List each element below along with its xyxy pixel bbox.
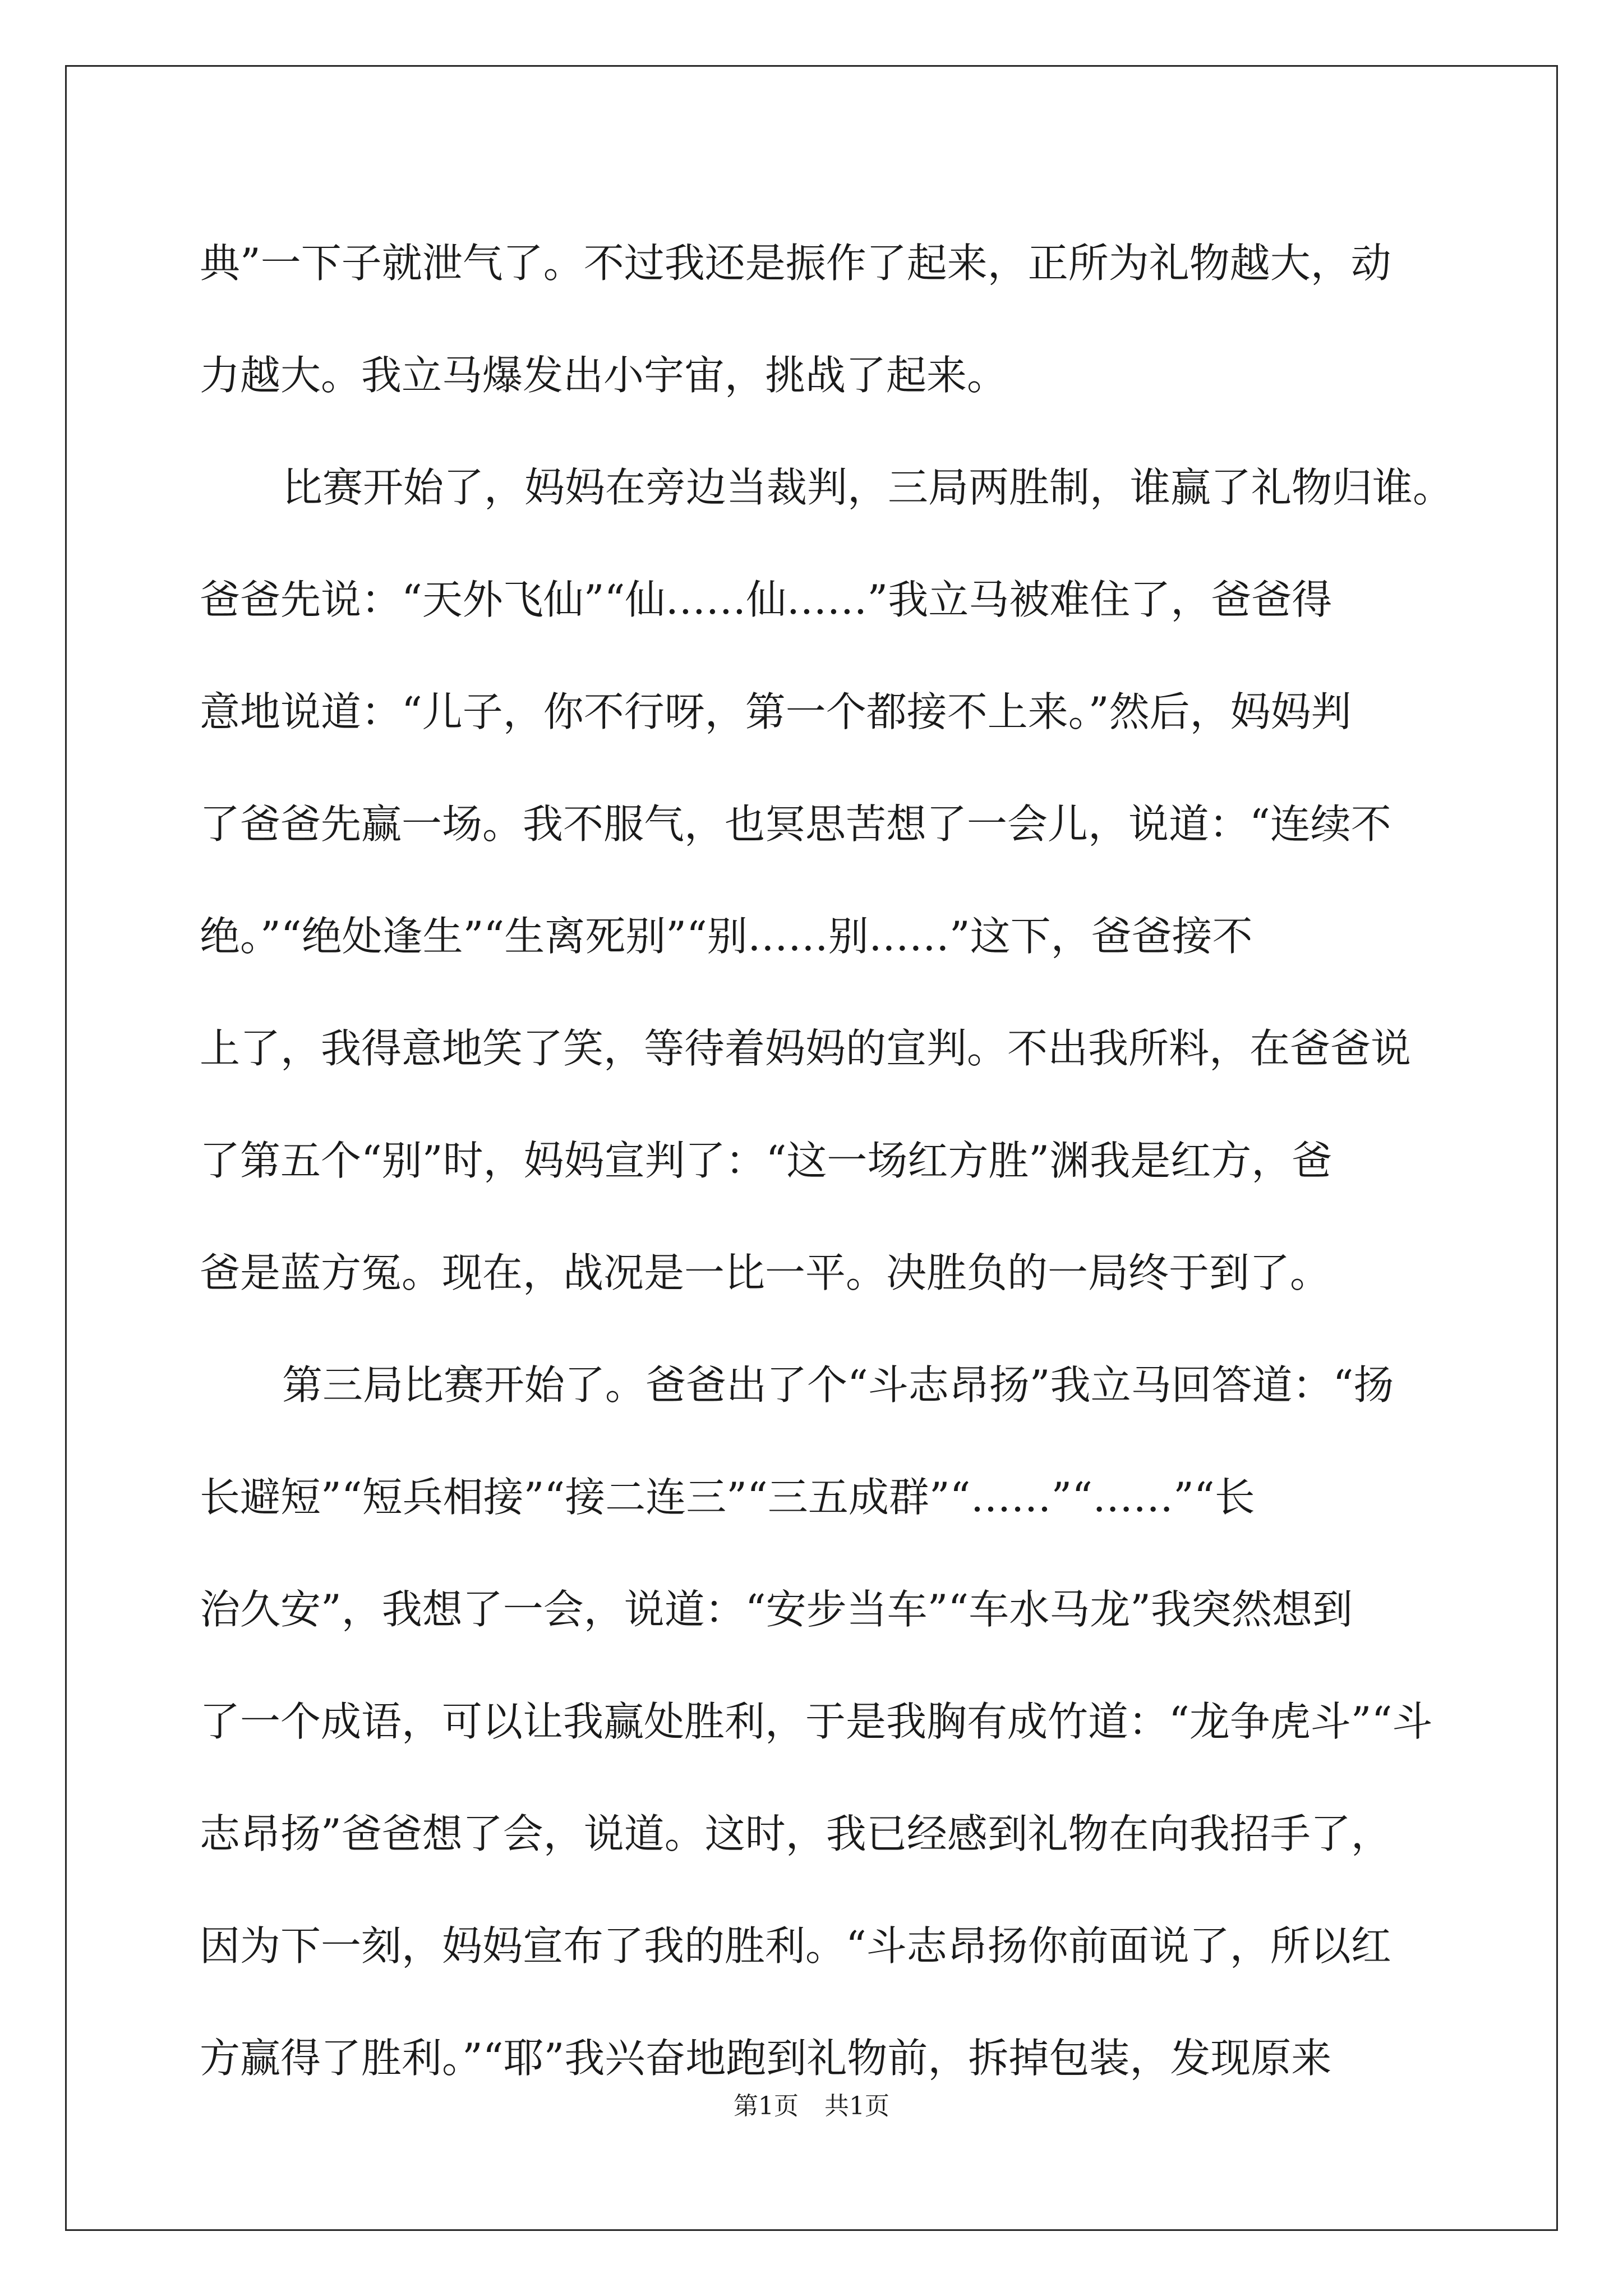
text-line: 了一个成语，可以让我赢处胜利，于是我胸有成竹道：“龙争虎斗”“斗 [200,1698,1433,1745]
text-line: 意地说道：“儿子，你不行呀，第一个都接不上来。”然后，妈妈判 [200,688,1352,735]
text-line: 治久安”，我想了一会，说道：“安步当车”“车水马龙”我突然想到 [200,1586,1353,1633]
text-line: 志昂扬”爸爸想了会，说道。这时，我已经感到礼物在向我招手了， [200,1810,1391,1857]
text-line: 长避短”“短兵相接”“接二连三”“三五成群”“……”“……”“长 [200,1474,1255,1521]
page-footer [0,2090,1623,2123]
text-line: 爸是蓝方冤。现在，战况是一比一平。决胜负的一局终于到了。 [200,1249,1331,1296]
paragraph-start-line: 第三局比赛开始了。爸爸出了个“斗志昂扬”我立马回答道：“扬 [282,1361,1394,1409]
text-line: 典”一下子就泄气了。不过我还是振作了起来，正所为礼物越大，动 [200,240,1391,287]
document-body [200,207,1454,2114]
text-line: 爸爸先说：“天外飞仙”“仙……仙……”我立马被难住了，爸爸得 [200,576,1332,623]
text-line: 力越大。我立马爆发出小宇宙，挑战了起来。 [200,352,1008,399]
text-line: 方赢得了胜利。”“耶”我兴奋地跑到礼物前，拆掉包装，发现原来 [200,2035,1332,2082]
text-line: 绝。”“绝处逢生”“生离死别”“别……别……”这下，爸爸接不 [200,913,1253,960]
text-line: 了爸爸先赢一场。我不服气，也冥思苦想了一会儿，说道：“连续不 [200,800,1391,848]
text-line: 上了，我得意地笑了笑，等待着妈妈的宣判。不出我所料，在爸爸说 [200,1025,1412,1072]
text-line: 因为下一刻，妈妈宣布了我的胜利。“斗志昂扬你前面说了，所以红 [200,1922,1391,1970]
text-line: 了第五个“别”时，妈妈宣判了：“这一场红方胜”渊我是红方，爸 [200,1137,1332,1184]
page-number: 第1页 [734,2092,799,2120]
page-total: 共1页 [824,2092,889,2120]
paragraph-start-line: 比赛开始了，妈妈在旁边当裁判，三局两胜制，谁赢了礼物归谁。 [282,464,1454,511]
